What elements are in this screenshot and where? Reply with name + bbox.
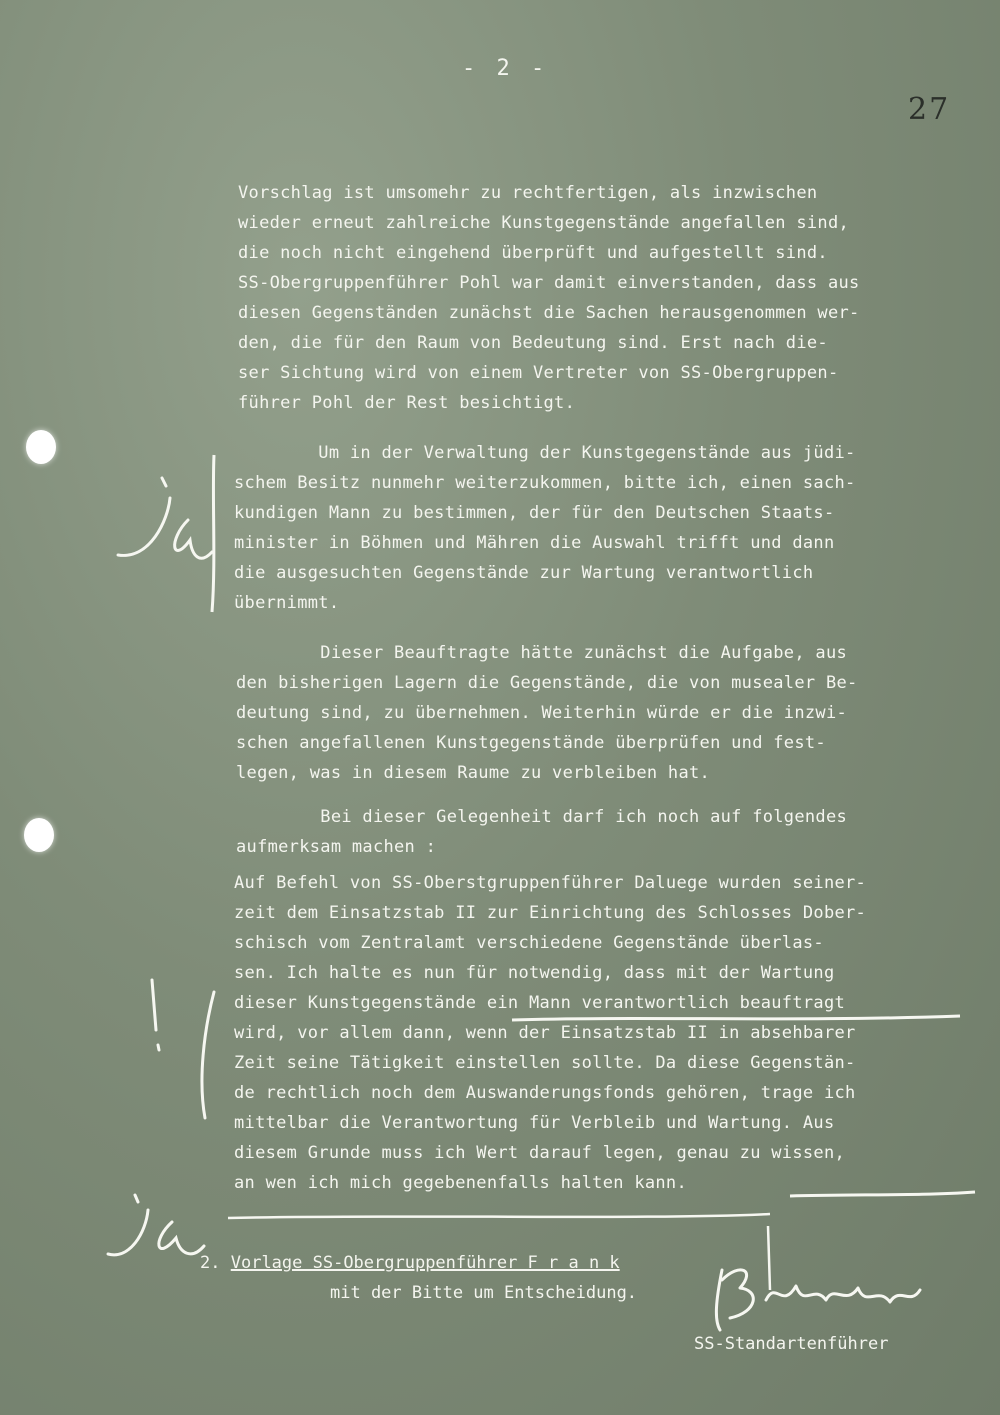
item-2 — [200, 1248, 637, 1308]
page-number: - 2 - — [462, 56, 549, 81]
paragraph-4: Bei dieser Gelegenheit darf ich noch auf folgendes aufmerksam machen : — [236, 807, 848, 857]
signature — [716, 1270, 920, 1330]
margin-note-ja-2 — [108, 1195, 204, 1255]
paragraph-5: Auf Befehl von SS-Oberstgruppenführer Daluege wurden seiner- zeit dem Einsatzstab II zur Einrichtung des Schlosses Dober- schisch vom Zentralamt verschiedene Gegenstände überlas- sen. Ich halte es nun für notwendig, dass mit der Wartung dieser Kunstgegenstände ein Mann verantwortlich beauftragt wird, vor allem dann, wenn der Einsatzstab II in absehbarer Zeit seine Tätigkeit einstellen sollte. Da diese Gegenstän- de rechtlich noch dem Auswanderungsfonds gehören, trage ich mittelbar die Verantwortung für Verbleib und Wartung. Aus diesem Grunde muss ich Wert darauf legen, genau zu wissen, an wen ich mich gegebenenfalls halten kann. — [234, 873, 867, 1193]
margin-note-ja-1 — [118, 478, 212, 558]
vertical-tick — [768, 1226, 770, 1290]
margin-bar-1 — [212, 455, 214, 612]
item-2-line-2: mit der Bitte um Entscheidung. — [330, 1283, 638, 1303]
punch-hole-bottom — [24, 818, 54, 852]
folio-number: 27 — [908, 92, 951, 127]
underline-vorlage — [228, 1214, 770, 1218]
margin-note-exclaim — [152, 980, 214, 1118]
paragraph-1: Vorschlag ist umsomehr zu rechtfertigen, als inzwischen wieder erneut zahlreiche Kunstgegenstände angefallen sind, die noch nicht eingehend überprüft und aufgestellt sind. SS-Obergruppenführer Pohl war damit einverstanden, dass aus diesen Gegenständen zunächst die Sachen herausgenommen wer- den, die für den Raum von Bedeutung sind. Erst nach die- ser Sichtung wird von einem Vertreter von SS-Obergruppen- führer Pohl der Rest besichtigt. — [238, 183, 860, 413]
paragraph-3: Dieser Beauftragte hätte zunächst die Aufgabe, aus den bisherigen Lagern die Gegenstände, die von musealer Be- deutung sind, zu übernehmen. Weiterhin würde er die inzwi- schen angefallenen Kunstgegenstände überprüfen und fest- legen, was in diesem Raume zu verbleiben hat. — [236, 643, 858, 783]
item-2-line-1: Vorlage SS-Obergruppenführer F r a n k — [230, 1253, 620, 1273]
paragraph-2: Um in der Verwaltung der Kunstgegenstände aus jüdi- schem Besitz nunmehr weiterzukommen, bitte ich, einen sach- kundigen Mann zu bestimmen, der für den Deutschen Staats- minister in Böhmen und Mähren die Auswahl trifft und dann die ausgesuchten Gegenstände zur Wartung verantwortlich übernimmt. — [234, 443, 856, 613]
signer-title: SS-Standartenführer — [694, 1334, 889, 1354]
punch-hole-top — [26, 430, 56, 464]
item-2-number: 2. — [200, 1253, 221, 1273]
